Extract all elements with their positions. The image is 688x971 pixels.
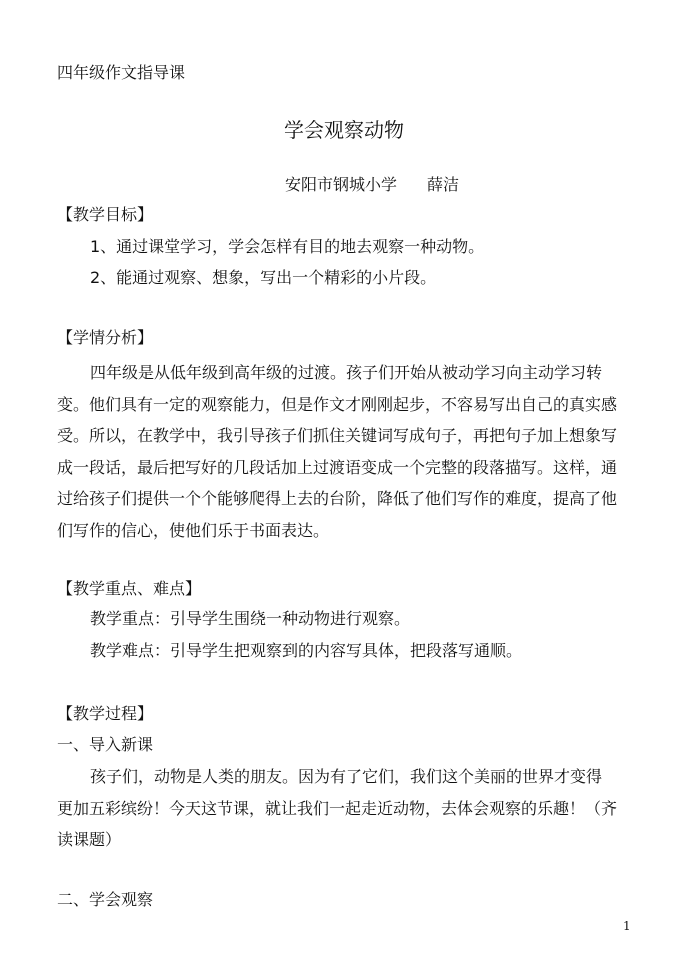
key-point-item: 教学重点：引导学生围绕一种动物进行观察。 — [90, 609, 411, 628]
key-point-item: 教学难点：引导学生把观察到的内容写具体，把段落写通顺。 — [90, 641, 523, 660]
author-line — [0, 175, 688, 195]
step-title-intro: 一、导入新课 — [57, 735, 154, 754]
objective-item: 2、能通过观察、想象，写出一个精彩的小片段。 — [90, 268, 437, 287]
author-school: 安阳市钢城小学 — [284, 175, 397, 194]
intro-paragraph: 孩子们，动物是人类的朋友。因为有了它们，我们这个美丽的世界才变得更加五彩缤纷！今天这节课，就让我们一起走近动物，去体会观察的乐趣！（齐读课题） — [57, 767, 618, 850]
author-name: 薛洁 — [427, 175, 460, 194]
analysis-paragraph: 四年级是从低年级到高年级的过渡。孩子们开始从被动学习向主动学习转变。他们具有一定的观察能力，但是作文才刚刚起步，不容易写出自己的真实感受。所以，在教学中，我引导孩子们抓住关键词写成句子，再把句子加上想象写成一段话，最后把写好的几段话加上过渡语变成一个完整的段落描写。这样，通过给孩子们提供一个个能够爬得上去的台阶，降低了他们写作的难度，提高了他们写作的信心，使他们乐于书面表达。 — [57, 363, 618, 540]
section-heading-analysis: 【学情分析】 — [57, 328, 154, 347]
objective-item: 1、通过课堂学习，学会怎样有目的地去观察一种动物。 — [90, 237, 485, 256]
page-number: 1 — [623, 919, 631, 933]
page-title: 学会观察动物 — [284, 118, 404, 142]
course-label: 四年级作文指导课 — [57, 63, 186, 82]
section-heading-process: 【教学过程】 — [57, 704, 154, 723]
section-heading-key-points: 【教学重点、难点】 — [57, 579, 202, 598]
section-heading-objectives: 【教学目标】 — [57, 205, 154, 224]
step-title-observe: 二、学会观察 — [57, 890, 154, 909]
